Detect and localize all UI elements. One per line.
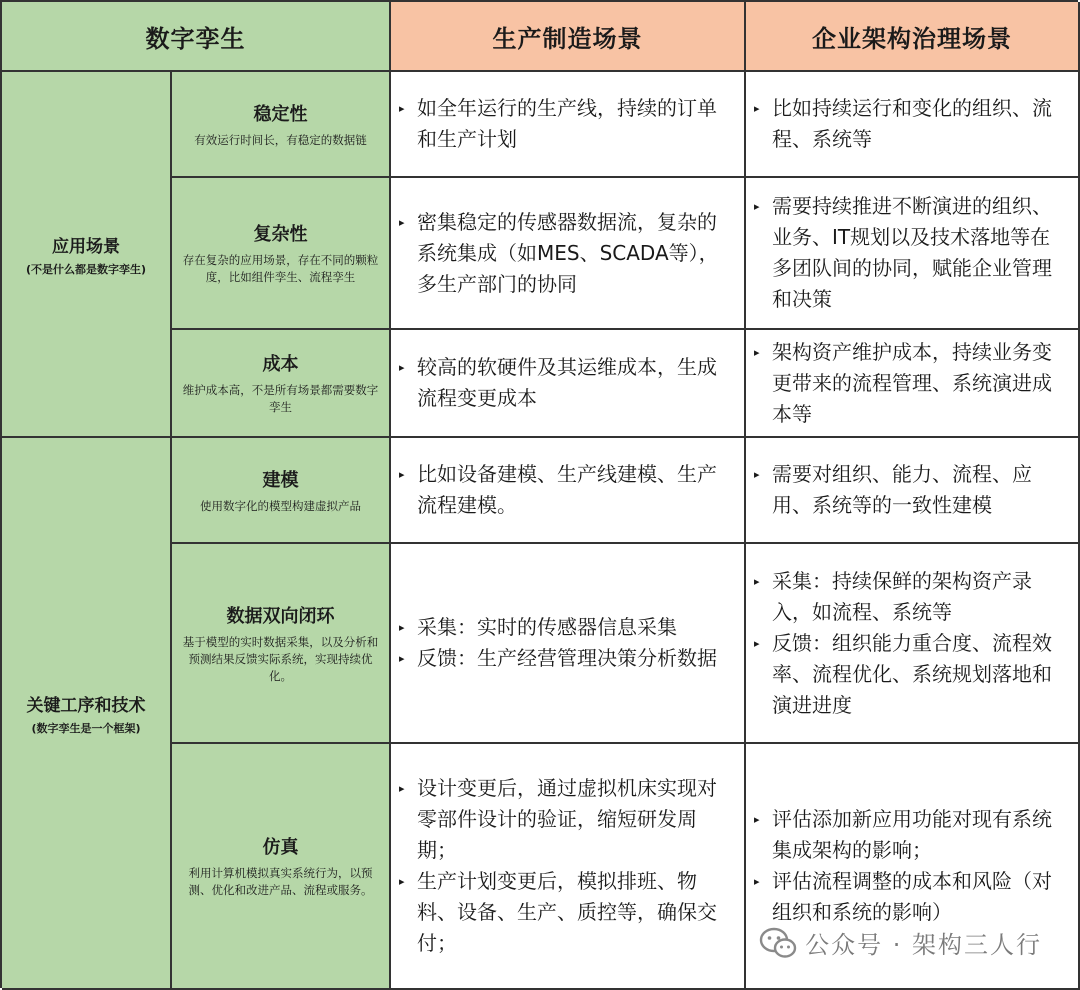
triangle-bullet-icon: ▸ bbox=[399, 468, 405, 481]
list-item: ▸ 反馈：生产经营管理决策分析数据 bbox=[399, 643, 734, 674]
cell-architecture-data-loop bbox=[746, 544, 1080, 744]
row-description: 有效运行时间长，有稳定的数据链 bbox=[194, 132, 367, 147]
cell-manufacturing-complexity bbox=[391, 178, 746, 330]
list-item: ▸ 较高的软硬件及其运维成本，生成流程变更成本 bbox=[399, 352, 734, 414]
list-item: ▸ 采集：持续保鲜的架构资产录入，如流程、系统等 bbox=[754, 566, 1068, 628]
triangle-bullet-icon: ▸ bbox=[754, 875, 760, 888]
cell-architecture-cost bbox=[746, 330, 1080, 438]
list-item: ▸ 架构资产维护成本，持续业务变更带来的流程管理、系统演进成本等 bbox=[754, 337, 1068, 430]
row-description: 维护成本高，不是所有场景都需要数字孪生 bbox=[182, 383, 379, 414]
list-item: ▸ 需要持续推进不断演进的组织、业务、IT规划以及技术落地等在多团队间的协同，赋能企业管理和决策 bbox=[754, 191, 1068, 315]
list-item: ▸ 密集稳定的传感器数据流，复杂的系统集成（如MES、SCADA等），多生产部门的协同 bbox=[399, 207, 734, 300]
list-item: ▸ 需要对组织、能力、流程、应用、系统等的一致性建模 bbox=[754, 459, 1068, 521]
triangle-bullet-icon: ▸ bbox=[399, 782, 405, 795]
header-architecture bbox=[746, 2, 1080, 72]
row-title: 仿真 bbox=[262, 837, 299, 858]
row-description: 存在复杂的应用场景，存在不同的颗粒度，比如组件孪生、流程孪生 bbox=[182, 253, 379, 284]
header-digital-twin bbox=[2, 2, 391, 72]
list-item: ▸ 评估流程调整的成本和风险（对组织和系统的影响） bbox=[754, 866, 1068, 928]
list-item: ▸ 如全年运行的生产线，持续的订单和生产计划 bbox=[399, 93, 734, 155]
row-header-complexity bbox=[172, 178, 391, 330]
list-item: ▸ 生产计划变更后，模拟排班、物料、设备、生产、质控等，确保交付； bbox=[399, 866, 734, 959]
header-architecture-label: 企业架构治理场景 bbox=[812, 24, 1012, 53]
cell-manufacturing-simulation bbox=[391, 744, 746, 990]
triangle-bullet-icon: ▸ bbox=[399, 361, 405, 374]
list-item: ▸ 采集：实时的传感器信息采集 bbox=[399, 612, 734, 643]
triangle-bullet-icon: ▸ bbox=[399, 652, 405, 665]
list-item: ▸ 评估添加新应用功能对现有系统集成架构的影响； bbox=[754, 804, 1068, 866]
triangle-bullet-icon: ▸ bbox=[399, 102, 405, 115]
header-manufacturing bbox=[391, 2, 746, 72]
watermark bbox=[759, 925, 1042, 960]
cell-manufacturing-stability bbox=[391, 72, 746, 178]
cell-manufacturing-cost bbox=[391, 330, 746, 438]
category-title: 应用场景 bbox=[52, 236, 120, 257]
row-title: 成本 bbox=[262, 354, 299, 375]
list-item: ▸ 反馈：组织能力重合度、流程效率、流程优化、系统规划落地和演进进度 bbox=[754, 628, 1068, 721]
triangle-bullet-icon: ▸ bbox=[754, 636, 760, 650]
wechat-icon bbox=[759, 927, 797, 959]
row-header-cost bbox=[172, 330, 391, 438]
triangle-bullet-icon: ▸ bbox=[754, 200, 760, 213]
triangle-bullet-icon: ▸ bbox=[754, 813, 760, 826]
category-title: 关键工序和技术 bbox=[26, 695, 146, 716]
watermark-text: 公众号 · 架构三人行 bbox=[805, 931, 1042, 959]
cell-architecture-modeling bbox=[746, 438, 1080, 544]
triangle-bullet-icon: ▸ bbox=[754, 468, 760, 481]
row-header-stability bbox=[172, 72, 391, 178]
list-item: ▸ 比如持续运行和变化的组织、流程、系统等 bbox=[754, 93, 1068, 155]
row-title: 建模 bbox=[262, 469, 299, 491]
category-application-scenarios bbox=[2, 72, 172, 438]
triangle-bullet-icon: ▸ bbox=[754, 345, 760, 359]
triangle-bullet-icon: ▸ bbox=[399, 621, 405, 634]
header-digital-twin-label: 数字孪生 bbox=[145, 24, 246, 53]
row-description: 基于模型的实时数据采集，以及分析和预测结果反馈实际系统，实现持续优化。 bbox=[182, 634, 379, 683]
row-title: 复杂性 bbox=[253, 224, 308, 245]
row-title: 稳定性 bbox=[253, 103, 308, 125]
row-header-simulation bbox=[172, 744, 391, 990]
triangle-bullet-icon: ▸ bbox=[399, 215, 405, 229]
category-subtitle: (不是什么都是数字孪生) bbox=[25, 262, 147, 276]
row-header-data-loop bbox=[172, 544, 391, 744]
triangle-bullet-icon: ▸ bbox=[754, 574, 760, 588]
category-subtitle: (数字孪生是一个框架) bbox=[31, 721, 141, 735]
list-item: ▸ 设计变更后，通过虚拟机床实现对零部件设计的验证，缩短研发周期； bbox=[399, 773, 734, 866]
triangle-bullet-icon: ▸ bbox=[399, 875, 405, 888]
row-title: 数据双向闭环 bbox=[226, 605, 335, 627]
cell-manufacturing-data-loop bbox=[391, 544, 746, 744]
cell-architecture-complexity bbox=[746, 178, 1080, 330]
row-description: 利用计算机模拟真实系统行为，以预测、优化和改进产品、流程或服务。 bbox=[188, 866, 373, 897]
header-manufacturing-label: 生产制造场景 bbox=[492, 24, 643, 53]
category-key-processes bbox=[2, 438, 172, 990]
row-description: 使用数字化的模型构建虚拟产品 bbox=[200, 498, 361, 513]
cell-architecture-stability bbox=[746, 72, 1080, 178]
cell-manufacturing-modeling bbox=[391, 438, 746, 544]
list-item: ▸ 比如设备建模、生产线建模、生产流程建模。 bbox=[399, 459, 734, 521]
triangle-bullet-icon: ▸ bbox=[754, 102, 760, 115]
row-header-modeling bbox=[172, 438, 391, 544]
